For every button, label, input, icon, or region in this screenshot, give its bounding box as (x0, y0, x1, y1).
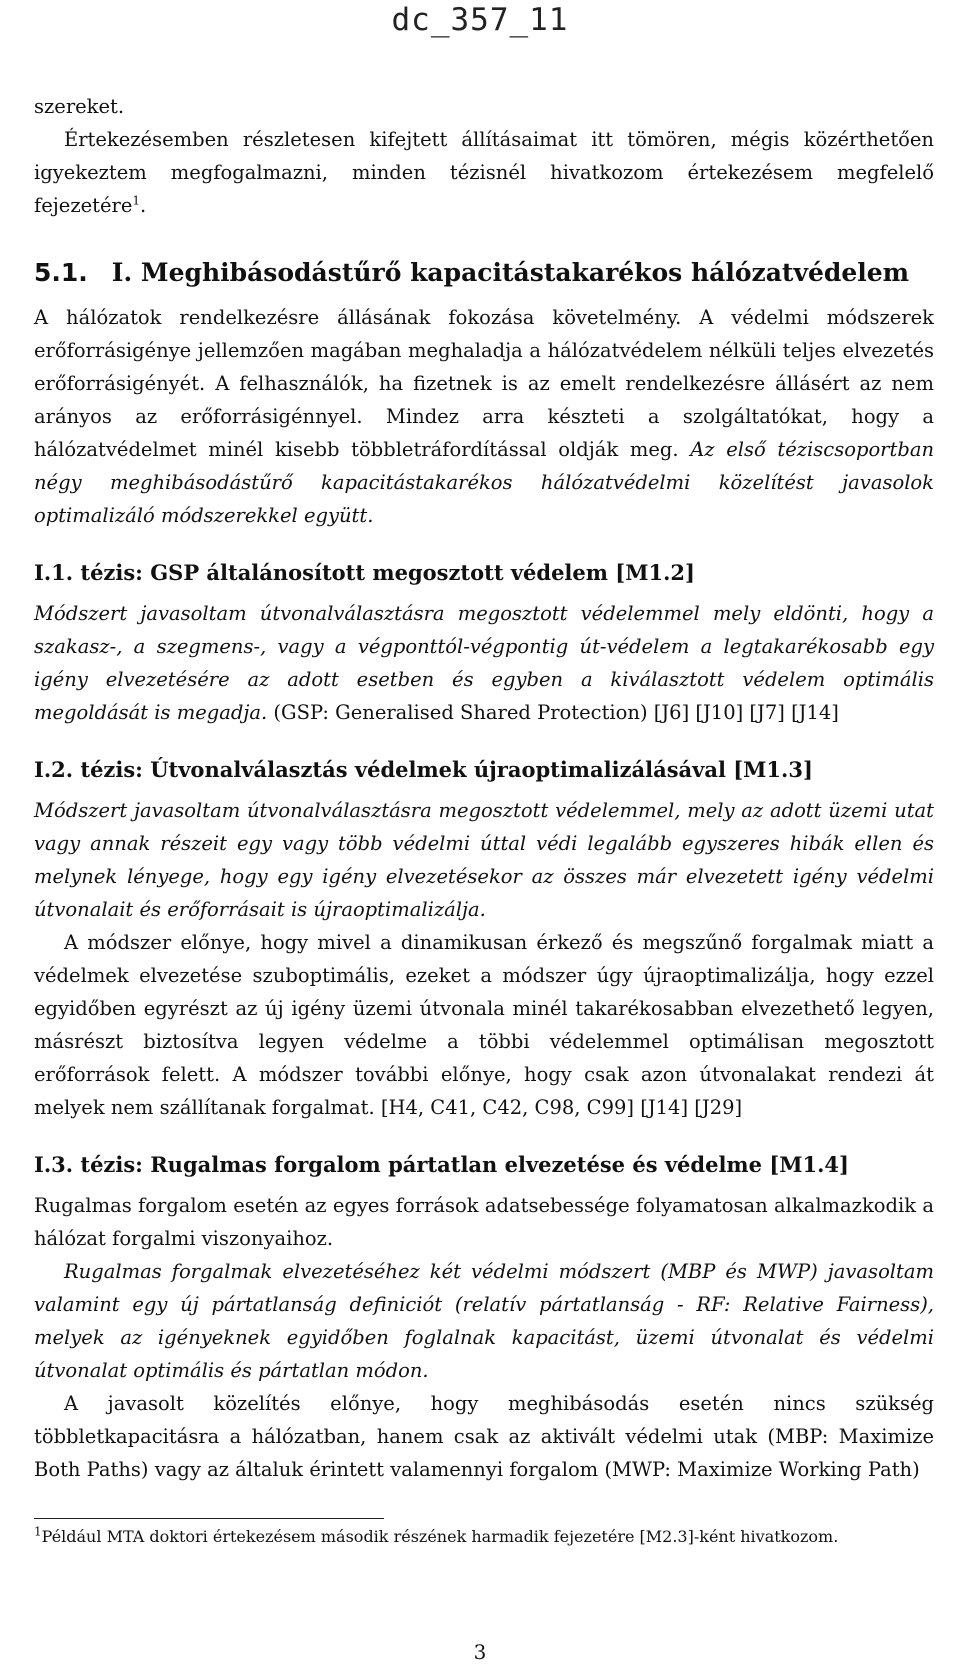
thesis-2-italic: Módszert javasoltam útvonalválasztásra megosztott védelemmel, mely az adott üzemi utat vagy annak részeit egy vagy több védelmi úttal védi legalább egyszeres hibák ellen és melynek lényege, hogy egy igény elvezetésekor az összes már elvezetett igény védelmi útvonalait és erőforrásait is újraoptimalizálja. (34, 799, 934, 921)
intro-paragraph (34, 123, 934, 222)
thesis-3-paragraph-3: A javasolt közelítés előnye, hogy meghibásodás esetén nincs szükség többletkapacitásra a hálózatban, hanem csak az aktivált védelmi utak (MBP: Maximize Both Paths) vagy az általuk érintett valamennyi forgalom (MWP: Maximize Working Path) (34, 1392, 934, 1481)
footnote (34, 1525, 934, 1549)
section-heading (34, 258, 934, 287)
section-title: I. Meghibásodástűrő kapacitástakarékos hálózatvédelem (111, 258, 910, 287)
thesis-3-italic: Rugalmas forgalmak elvezetéséhez két védelmi módszert (MBP és MWP) javasoltam valamint egy új pártatlanság definiciót (relatív pártatlanság - RF: Relative Fairness), melyek az igényeknek egyidőben foglalnak kapacitást, üzemi útvonalat és védelmi útvonalat optimális és pártatlan módon. (34, 1260, 934, 1382)
intro-continuation: szereket. (34, 95, 125, 118)
page-body (34, 90, 934, 1486)
thesis-1-italic: Módszert javasoltam útvonalválasztásra megosztott védelemmel mely eldönti, hogy a szakasz-, a szegmens-, vagy a végponttól-végpontig út-védelem a legtakarékosabb egy igény elvezetésére az adott esetben és egyben a kiválasztott védelem optimális megoldását is megadja. (34, 602, 934, 724)
footnote-rule (34, 1518, 384, 1519)
footnote-ref: 1 (132, 193, 141, 208)
thesis-2-body (34, 794, 934, 926)
thesis-1-heading: I.1. tézis: GSP általánosított megosztott védelem [M1.2] (34, 560, 695, 585)
thesis-3-paragraph-2 (34, 1255, 934, 1387)
thesis-3-heading: I.3. tézis: Rugalmas forgalom pártatlan elvezetése és védelme [M1.4] (34, 1152, 849, 1177)
thesis-2-paragraph: A módszer előnye, hogy mivel a dinamikusan érkező és megszűnő forgalmak miatt a védelmek elvezetése szuboptimális, ezeket a módszer úgy újraoptimalizálja, hogy ezzel egyidőben egyrészt az új igény üzemi útvonala minél takarékosabban elvezethető legyen, másrészt biztosítva legyen védelme a többi védelemmel optimálisan megosztott erőforrások felett. A módszer további előnye, hogy csak azon útvonalakat rendezi át melyek nem szállítanak forgalmat. [H4, C41, C42, C98, C99] [J14] [J29] (34, 931, 934, 1119)
section-number: 5.1. (34, 258, 88, 287)
section-body-plain: A hálózatok rendelkezésre állásának fokozása követelmény. A védelmi módszerek erőforrásigénye jellemzően magában meghaladja a hálózatvédelem nélküli teljes elvezetés erőforrásigényét. A felhasználók, ha fizetnek is az emelt rendelkezésre állásért az nem arányos az erőforrásigénnyel. Mindez arra készteti a szolgáltatókat, hogy a hálózatvédelmet minél kisebb többletráfordítással oldják meg. (34, 306, 934, 461)
section-body-italic: Az első téziscsoportban négy meghibásodástűrő kapacitástakarékos hálózatvédelmi közelítést javasolok optimalizáló módszerekkel együtt. (34, 438, 935, 527)
thesis-1-body (34, 597, 934, 729)
page-number: 3 (473, 1640, 487, 1664)
footnote-mark: 1 (34, 1524, 42, 1539)
section-body (34, 301, 934, 532)
thesis-2-heading: I.2. tézis: Útvonalválasztás védelmek újraoptimalizálásával [M1.3] (34, 757, 813, 782)
thesis-1-plain: (GSP: Generalised Shared Protection) [J6] [J10] [J7] [J14] (267, 701, 839, 724)
intro-end: . (140, 194, 147, 217)
intro-text: Értekezésemben részletesen kifejtett állításaimat itt tömören, mégis közérthetően igyekeztem megfogalmazni, minden tézisnél hivatkozom értekezésem megfelelő fejezetére (34, 128, 934, 217)
thesis-3-paragraph-1: Rugalmas forgalom esetén az egyes források adatsebessége folyamatosan alkalmazkodik a hálózat forgalmi viszonyaihoz. (34, 1194, 934, 1250)
document-id-header: dc_357_11 (391, 2, 569, 38)
footnote-text: Például MTA doktori értekezésem második részének harmadik fejezetére [M2.3]-ként hivatkozom. (41, 1527, 839, 1546)
